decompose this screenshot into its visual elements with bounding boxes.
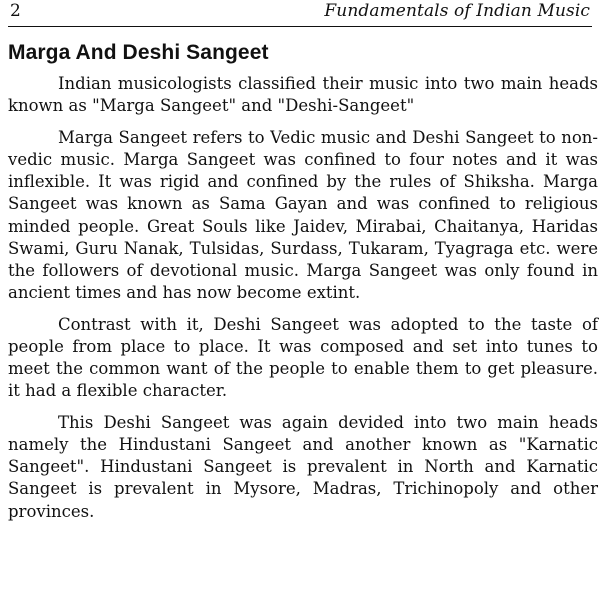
paragraph-intro: Indian musicologists classified their music into two main heads known as "Marga Sangeet" and "Deshi-Sangeet" <box>8 74 598 116</box>
section-heading: Marga And Deshi Sangeet <box>8 41 269 64</box>
page-number: 2 <box>10 1 21 21</box>
running-header <box>8 0 592 27</box>
paragraph-deshi-sangeet: Contrast with it, Deshi Sangeet was adopted to the taste of people from place to place. It was composed and set into tunes to meet the common want of the people to enable them to get pleasure. it had a flexible character. <box>8 314 598 401</box>
paragraph-division: This Deshi Sangeet was again devided into two main heads namely the Hindustani Sangeet and another known as "Karnatic Sangeet". Hindustani Sangeet is prevalent in North and Karnatic Sangeet is prevalent in Mysore, Madras, Trichinopoly and other provinces. <box>8 412 598 521</box>
body-text <box>8 73 598 523</box>
book-title: Fundamentals of Indian Music <box>324 1 590 21</box>
paragraph-marga-sangeet: Marga Sangeet refers to Vedic music and Deshi Sangeet to non- vedic music. Marga Sangeet was confined to four notes and it was inflexible. It was rigid and confined by the rules of Shiksha. Marga Sangeet was known as Sama Gayan and was confined to religious minded people. Great Souls like Jaidev, Mirabai, Chaitanya, Haridas Swami, Guru Nanak, Tulsidas, Surdass, Tukaram, Tyagraga etc. were the followers of devotional music. Marga Sangeet was only found in ancient times and has now become extint. <box>8 127 598 303</box>
